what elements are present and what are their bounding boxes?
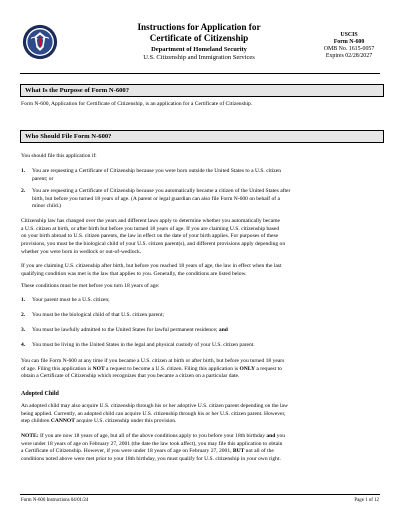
requirement-text: You must be lawfully admitted to the United States for lawful permanent residence;	[32, 327, 218, 333]
header-divider	[20, 73, 380, 74]
condition-line: birth, but before you turned 18 years of age. (A parent or legal guardian can also file Form N-600 on behalf of a	[32, 195, 280, 202]
document-title	[96, 22, 302, 43]
paragraph-line: a Certificate of Citizenship. However, if you were under 18 years of age on February 27, 2001, BUT not all of the	[21, 448, 274, 455]
dhs-seal-icon	[22, 24, 58, 60]
paragraph-line: qualifying condition was met is the law that applies to you. Generally, the conditions are listed below.	[21, 270, 247, 277]
paragraph-line: If you are claiming U.S. citizenship after birth, but before you reached 18 years of age, the law in effect when the last	[21, 263, 282, 269]
department-name: Department of Homeland Security	[151, 46, 247, 53]
paragraph-line: on your birth abroad to U.S. citizen parents, the law in effect on the date of your birth applies. For purposes of these	[21, 233, 279, 240]
paragraph-line: conditions noted above were met prior to your 18th birthday, you must qualify for U.S. citizenship in your own right.	[21, 456, 281, 463]
condition-number: 2.	[21, 188, 26, 194]
paragraph-line: whether you were born in wedlock or out-of-wedlock.	[21, 248, 142, 255]
condition-line: minor child.)	[32, 203, 61, 210]
paragraph-line: were under 18 years of age on February 27, 2001 (the date the law took affect), you may file this application to obtain	[21, 440, 283, 447]
paragraph-line: step children CANNOT acquire U.S. citizenship under this provision.	[21, 418, 177, 425]
filing-condition-1	[21, 168, 379, 184]
expiration-date: Expires 02/28/2027	[325, 53, 373, 59]
who-intro: You should file this application if:	[21, 153, 97, 159]
section-heading-who-should-file: Who Should File Form N-600?	[20, 130, 384, 143]
adopted-child-heading: Adopted Child	[21, 391, 59, 397]
requirement-text: Your parent must be a U.S. citizen;	[32, 297, 110, 303]
paragraph-line: Citizenship law has changed over the years and different laws apply to determine whether you automatically became	[21, 218, 280, 224]
omb-number: OMB No. 1615-0057	[323, 46, 375, 52]
footer-page-number: Page 1 of 12	[354, 498, 379, 503]
requirement-number: 1.	[21, 297, 26, 303]
citizenship-law-paragraph	[21, 218, 379, 257]
note-paragraph	[21, 433, 379, 464]
condition-number: 1.	[21, 168, 26, 174]
title-line-2: Certificate of Citizenship	[149, 32, 249, 43]
agency-abbr: USCIS	[340, 32, 358, 38]
paragraph-line: NOTE: If you are now 18 years of age, but all of the above conditions apply to you before your 18th birthday and you	[21, 433, 286, 439]
conditions-intro: These conditions must be met before you turn 18 years of age:	[21, 283, 160, 289]
condition-line: You are requesting a Certificate of Citizenship because you were born outside the United States to a U.S. citizen	[32, 168, 281, 174]
adopted-child-paragraph	[21, 403, 379, 426]
requirement-number: 4.	[21, 342, 26, 348]
paragraph-line: obtain a Certificate of Citizenship which recognizes that you became a citizen on a particular date.	[21, 373, 240, 380]
purpose-text: Form N-600, Application for Certificate of Citizenship, is an application for a Certificate of Citizenship.	[21, 101, 253, 107]
requirement-number: 3.	[21, 327, 26, 333]
after-birth-paragraph	[21, 263, 379, 278]
paragraph-line: a U.S. citizen at birth, or after birth but before you turned 18 years of age. If you are claiming U.S. citizenship based	[21, 225, 280, 232]
title-line-1: Instructions for Application for	[137, 22, 261, 32]
requirement-number: 2.	[21, 312, 26, 318]
condition-line: parent; or	[32, 175, 54, 182]
footer-form-edition: Form N-600 Instructions 04/01/24	[21, 498, 89, 503]
agency-name: U.S. Citizenship and Immigration Services	[143, 53, 255, 61]
condition-line: You are requesting a Certificate of Citizenship because you automatically became a citizen of the United States after	[32, 188, 291, 194]
form-id-block	[318, 32, 380, 60]
paragraph-line: provisions, you must be the biological child of your U.S. citizen parent(s), and different provisions apply depending on	[21, 241, 286, 248]
paragraph-line: of age. Filing this application is NOT a request to become a U.S. citizen. Filing this application is ONLY a request to	[21, 365, 282, 372]
paragraph-line: An adopted child may also acquire U.S. citizenship through his or her adoptive U.S. citizen parent depending on the law	[21, 403, 288, 409]
requirement-and: and	[217, 327, 228, 333]
filing-condition-2	[21, 188, 379, 212]
requirement-text: You must be living in the United States in the legal and physical custody of your U.S. citizen parent.	[32, 342, 255, 348]
department-block	[96, 46, 302, 61]
footer-divider	[20, 494, 380, 495]
form-number: Form N-600	[333, 39, 365, 45]
paragraph-line: being applied. Currently, an adopted child can acquire U.S. citizenship through his or her U.S. citizen parent. However,	[21, 410, 286, 417]
paragraph-line: You can file Form N-600 at any time if you became a U.S. citizen at birth or after birth, but before you turned 18 years	[21, 358, 285, 364]
section-heading-purpose: What Is the Purpose of Form N-600?	[20, 84, 384, 97]
requirement-text: You must be the biological child of that U.S. citizen parent;	[32, 312, 164, 318]
filing-time-paragraph	[21, 358, 379, 381]
